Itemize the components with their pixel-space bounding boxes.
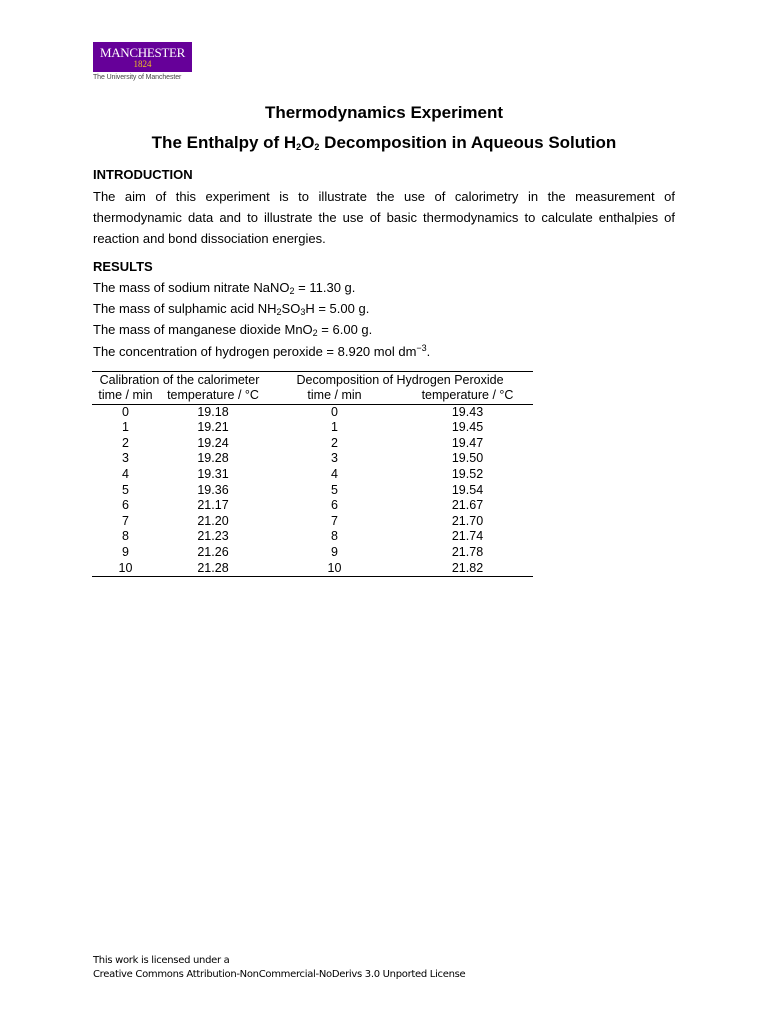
table-cell: 4 — [122, 466, 129, 481]
table-cell: 9 — [331, 544, 338, 559]
introduction-text: The aim of this experiment is to illustrate the use of calorimetry in the measurement of thermodynamic data and to illustrate the use of basic thermodynamics to calculate enthalpies of reaction and bond dissociation energies. — [93, 189, 675, 246]
line-text: . — [426, 344, 431, 359]
table-cell: 6 — [331, 498, 338, 513]
table-cell: 10 — [118, 560, 133, 575]
table-cell: 1 — [331, 420, 338, 435]
column-header: temperature / °C — [159, 388, 267, 404]
table-cell: 21.26 — [197, 544, 229, 559]
column-header: time / min — [267, 388, 402, 404]
line-text: H = 5.00 g. — [305, 301, 370, 316]
table-cell: 19.18 — [197, 404, 229, 419]
table-cell: 21.78 — [451, 544, 484, 559]
result-line-sulphamic-acid — [93, 301, 369, 317]
group-header-decomposition: Decomposition of Hydrogen Peroxide — [296, 373, 504, 387]
table-cell: 19.43 — [451, 404, 484, 419]
table-row — [92, 514, 533, 530]
table-row — [92, 436, 533, 452]
table-row — [92, 498, 533, 514]
line-text: The mass of sodium nitrate NaNO — [93, 280, 290, 295]
table-cell: 5 — [331, 482, 338, 497]
line-text: SO — [281, 301, 301, 316]
logo-badge — [93, 42, 192, 72]
table-row — [92, 404, 533, 420]
subtitle-part: The Enthalpy of H — [151, 133, 297, 152]
table-cell: 9 — [122, 544, 129, 559]
table-cell: 19.24 — [197, 435, 229, 450]
table-cell: 21.67 — [451, 498, 484, 513]
logo-subtitle: The University of Manchester — [93, 74, 182, 81]
results-table — [92, 371, 533, 577]
table-cell: 19.28 — [197, 451, 229, 466]
table-cell: 8 — [331, 529, 338, 544]
group-header-calibration: Calibration of the calorimeter — [99, 373, 260, 387]
table-cell: 19.36 — [197, 482, 229, 497]
subtitle-subscript: 2 — [296, 142, 302, 152]
table-cell: 19.21 — [197, 420, 229, 435]
license-line: This work is licensed under a — [93, 955, 230, 966]
line-text: The mass of manganese dioxide MnO — [93, 322, 313, 337]
table-cell: 2 — [122, 435, 129, 450]
table-cell: 2 — [331, 435, 338, 450]
table-row — [92, 561, 533, 577]
table-row — [92, 420, 533, 436]
column-header: temperature / °C — [402, 388, 533, 404]
table-cell: 7 — [122, 513, 129, 528]
table-row — [92, 529, 533, 545]
license-link[interactable]: Creative Commons Attribution-NonCommercial-NoDerivs 3.0 Unported License — [93, 969, 466, 980]
line-text: = 11.30 g. — [294, 280, 356, 295]
table-cell: 21.82 — [451, 560, 484, 575]
logo-year: 1824 — [133, 59, 152, 69]
introduction-heading: INTRODUCTION — [93, 167, 193, 182]
table-cell: 21.28 — [197, 560, 229, 575]
line-subscript: 2 — [276, 307, 282, 317]
table-cell: 21.20 — [197, 513, 229, 528]
results-heading: RESULTS — [93, 259, 153, 274]
subtitle-part: O — [301, 133, 315, 152]
table-cell: 21.74 — [451, 529, 484, 544]
table-cell: 4 — [331, 466, 338, 481]
table-cell: 6 — [122, 498, 129, 513]
table-cell: 7 — [331, 513, 338, 528]
table-cell: 21.17 — [197, 498, 229, 513]
table-cell: 8 — [122, 529, 129, 544]
table-cell: 19.52 — [451, 466, 484, 481]
result-line-manganese-dioxide — [93, 322, 372, 338]
line-subscript: 3 — [300, 307, 306, 317]
table-cell: 0 — [122, 404, 129, 419]
table-cell: 3 — [122, 451, 129, 466]
table-cell: 19.45 — [451, 420, 484, 435]
table-cell: 19.31 — [197, 466, 229, 481]
line-superscript: −3 — [416, 343, 427, 353]
line-text: The concentration of hydrogen peroxide = 8.920 mol dm — [93, 344, 417, 359]
table-row — [92, 467, 533, 483]
document-subtitle — [0, 133, 768, 153]
table-cell: 5 — [122, 482, 129, 497]
university-logo — [93, 42, 193, 81]
logo-name: MANCHESTER — [99, 45, 186, 60]
table-cell: 19.50 — [451, 451, 484, 466]
table-row — [92, 545, 533, 561]
table-cell: 1 — [122, 420, 129, 435]
subtitle-subscript: 2 — [314, 142, 320, 152]
table-row — [92, 451, 533, 467]
line-subscript: 2 — [289, 286, 295, 296]
license-footer — [93, 954, 465, 982]
line-subscript: 2 — [312, 328, 318, 338]
table-cell: 21.23 — [197, 529, 229, 544]
table-cell: 0 — [331, 404, 338, 419]
line-text: = 6.00 g. — [317, 322, 373, 337]
table-cell: 19.47 — [451, 435, 484, 450]
table-cell: 10 — [327, 560, 342, 575]
table-cell: 21.70 — [451, 513, 484, 528]
column-header: time / min — [92, 388, 159, 404]
result-line-sodium-nitrate — [93, 280, 355, 296]
table-row — [92, 483, 533, 499]
subtitle-part: Decomposition in Aqueous Solution — [319, 133, 617, 152]
table-cell: 19.54 — [451, 482, 484, 497]
line-text: The mass of sulphamic acid NH — [93, 301, 277, 316]
result-line-peroxide-concentration — [93, 343, 430, 359]
table-cell: 3 — [331, 451, 338, 466]
document-title: Thermodynamics Experiment — [264, 103, 504, 122]
